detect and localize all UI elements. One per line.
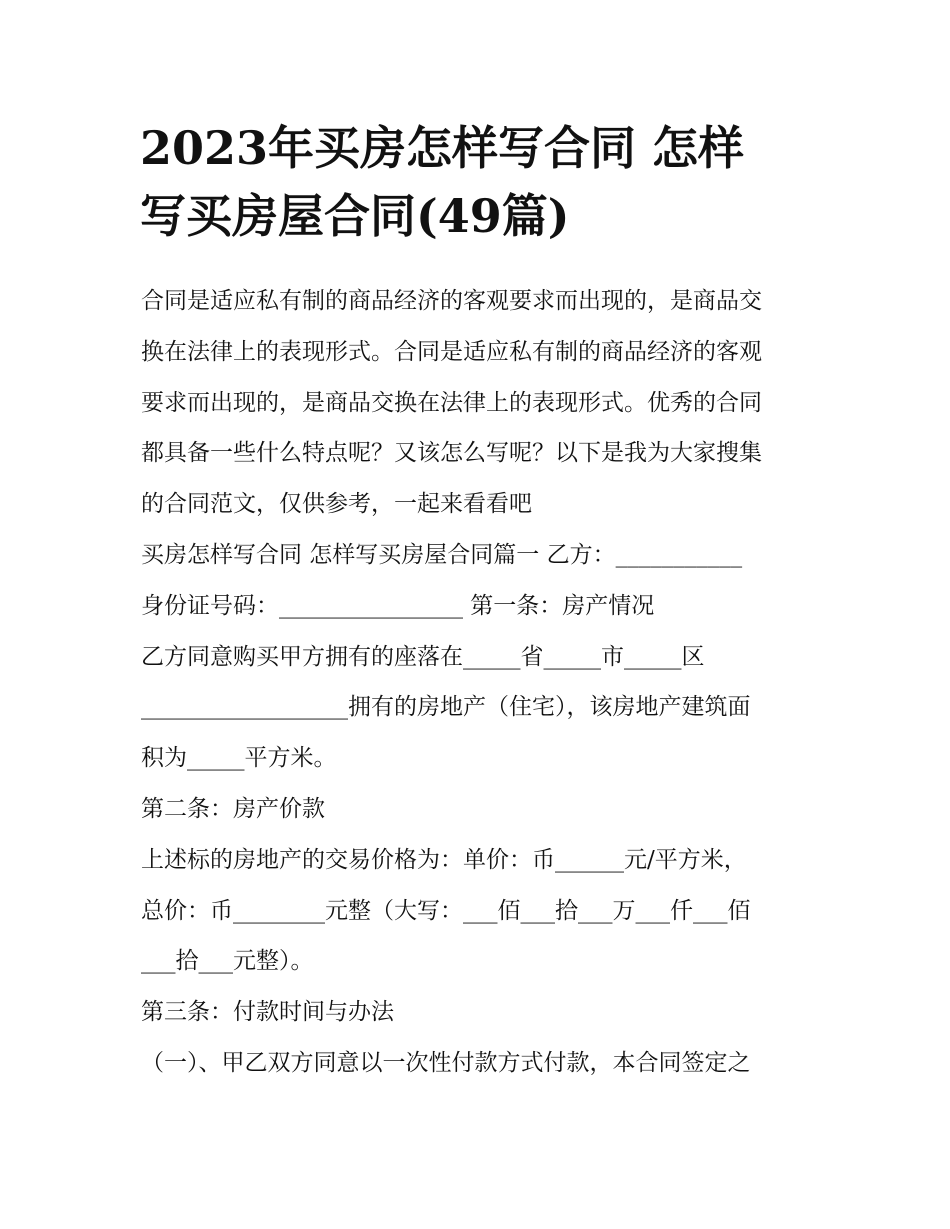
property-location-line: __________________拥有的房地产（住宅），该房地产建筑面 [141, 694, 751, 721]
id-number-line: 身份证号码：________________ 第一条：房产情况 [141, 592, 655, 619]
property-location-line: 乙方同意购买甲方拥有的座落在_____省_____市_____区 [141, 643, 705, 670]
paragraph-line: 合同是适应私有制的商品经济的客观要求而出现的，是商品交 [141, 288, 762, 314]
paragraph-line: 要求而出现的，是商品交换在法律上的表现形式。优秀的合同 [141, 389, 762, 416]
title-line-1: 2023年买房怎样写合同 怎样 [140, 121, 745, 175]
clause-heading: 第三条：付款时间与办法 [141, 999, 394, 1026]
paragraph-line: 换在法律上的表现形式。合同是适应私有制的商品经济的客观 [141, 338, 762, 365]
page-title [140, 114, 820, 250]
payment-line: （一）、甲乙双方同意以一次性付款方式付款，本合同签定之 [141, 1049, 751, 1076]
paragraph-line: 都具备一些什么特点呢？又该怎么写呢？以下是我为大家搜集 [141, 440, 762, 467]
paragraph-line: 的合同范文，仅供参考，一起来看看吧 [141, 491, 532, 518]
contract-heading-line: 买房怎样写合同 怎样写买房屋合同篇一 乙方：___________ [141, 541, 743, 568]
price-line: ___拾___元整）。 [141, 948, 314, 975]
clause-heading: 第二条：房产价款 [141, 795, 325, 822]
title-line-2: 写买房屋合同(49篇) [140, 189, 570, 243]
price-line: 上述标的房地产的交易价格为：单价：币______元/平方米， [141, 846, 747, 873]
price-line: 总价：币________元整（大写：___佰___拾___万___仟___佰 [141, 897, 751, 924]
property-area-line: 积为_____平方米。 [141, 745, 337, 772]
document-body [141, 276, 821, 1089]
